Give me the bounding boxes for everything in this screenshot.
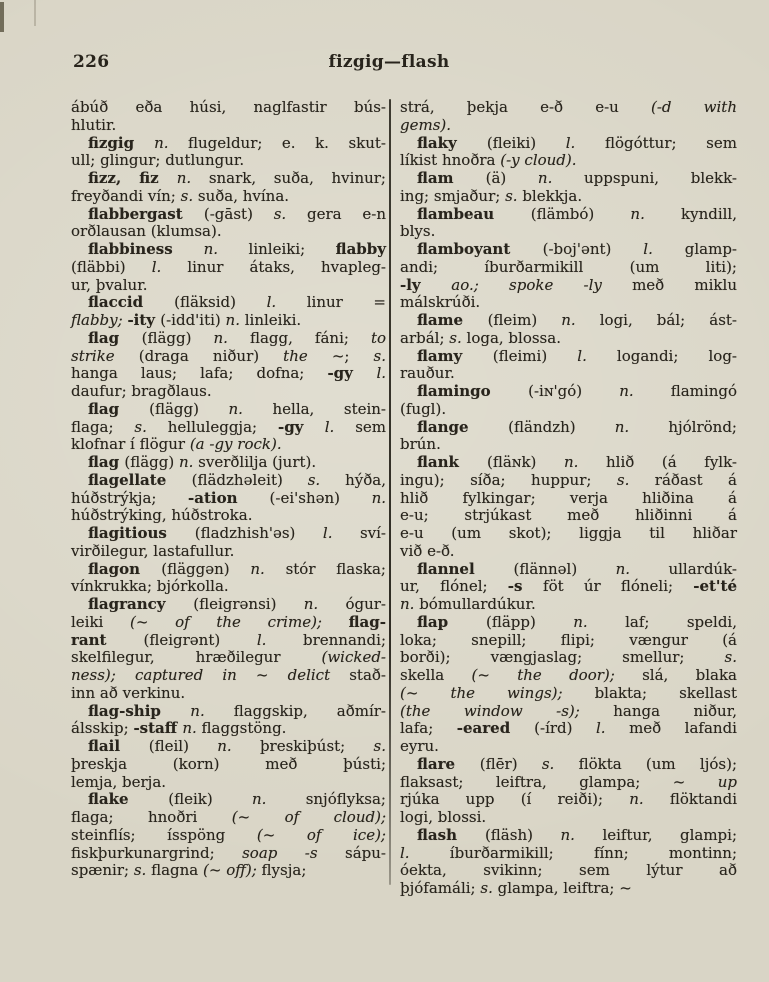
text-line: fizz, fiz n. snark, suða, hvinur; <box>88 169 386 187</box>
text-line: ur, þvalur. <box>71 275 148 294</box>
text-line: steinflís; ísspöng (~ of ice); <box>71 825 386 844</box>
text-line: flange (fländzh) n. hjólrönd; <box>417 417 737 436</box>
text-line: logi, blossi. <box>400 808 487 826</box>
text-line: ing; smjaður; s. blekkja. <box>400 186 583 205</box>
text-line: orðlausan (klumsa). <box>71 222 222 241</box>
text-line: flaga; hnoðri (~ of cloud); <box>71 808 386 826</box>
text-line: loka; snepill; flipi; vængur (á <box>400 630 737 649</box>
text-line: rauður. <box>400 364 455 383</box>
paper-crease <box>34 0 36 26</box>
text-line: óekta, svikinn; sem lýtur að <box>400 861 737 880</box>
text-line: rjúka upp (í reiði); n. flöktandi <box>400 790 737 809</box>
text-line: e-u; strjúkast með hliðinni á <box>400 506 737 525</box>
text-line: lemja, berja. <box>71 772 167 791</box>
text-line: flag (flägg) n. hella, stein- <box>88 399 386 418</box>
text-line: borði); vængjaslag; smellur; s. <box>400 648 737 667</box>
text-line: (the window -s); hanga niður, <box>400 701 737 720</box>
text-line: (fläbbi) l. linur átaks, hvapleg- <box>71 257 386 276</box>
text-line: flame (fleim) n. logi, bál; ást- <box>417 311 737 329</box>
guide-words: fizgig—flash <box>328 52 450 72</box>
text-line: húðstrýking, húðstroka. <box>71 506 253 525</box>
text-line: spænir; s. flagna (~ off); flysja; <box>71 861 307 880</box>
text-line: lafa; -eared (-írd) l. með lafandi <box>400 719 737 738</box>
page-body <box>71 99 737 898</box>
text-line: flabbiness n. linleiki; flabby <box>88 240 386 258</box>
text-line: skelfilegur, hræðilegur (wicked- <box>71 648 386 667</box>
text-line: eyru. <box>400 737 439 755</box>
text-line: flag-ship n. flaggskip, aðmír- <box>88 701 386 720</box>
text-line: flamboyant (-boj'ənt) l. glamp- <box>417 240 738 258</box>
text-line: strike (draga niður) the ~; s. <box>71 346 386 365</box>
text-line: inn að verkinu. <box>71 683 186 702</box>
text-line: fiskþurkunargrind; soap -s sápu- <box>71 843 387 862</box>
text-line: þreskja (korn) með þústi; <box>71 754 386 773</box>
running-header <box>71 52 737 76</box>
text-line: brún. <box>400 435 441 454</box>
text-line: arbál; s. loga, blossa. <box>400 328 561 347</box>
text-line: flagitious (fladzhish'əs) l. sví- <box>88 524 386 542</box>
text-line: málskrúði. <box>400 293 481 312</box>
text-line: (~ the wings); blakta; skellast <box>400 683 737 702</box>
text-line: þjófamáli; s. glampa, leiftra; ~ <box>400 879 632 897</box>
text-line: flagon (fläggən) n. stór flaska; <box>88 559 386 578</box>
text-line: fizgig n. flugeldur; e. k. skut- <box>88 133 386 152</box>
column-divider-rule <box>389 99 391 885</box>
text-line: ur, flónel; -s föt úr flóneli; -et'té <box>400 577 737 596</box>
text-line: hanga laus; lafa; dofna; -gy l. <box>71 364 387 383</box>
text-line: flamy (fleimi) l. logandi; log- <box>417 346 737 365</box>
text-line: leiki (~ of the crime); flag- <box>71 612 386 631</box>
text-line: flagellate (flädzhəleit) s. hýða, <box>88 470 387 489</box>
page-number: 226 <box>73 52 110 72</box>
text-line: daufur; bragðlaus. <box>71 382 212 400</box>
text-line: flambeau (flämbó) n. kyndill, <box>417 204 737 223</box>
text-line: l. íburðarmikill; fínn; montinn; <box>400 843 737 862</box>
text-line: flank (fläɴk) n. hlið (á fylk- <box>417 453 737 471</box>
text-line: e-u (um skot); liggja til hliðar <box>400 524 737 542</box>
text-line: flake (fleik) n. snjóflyksa; <box>88 790 386 809</box>
text-line: klofnar í flögur (a -gy rock). <box>71 435 282 454</box>
text-line: hlutir. <box>71 115 117 134</box>
text-line: flam (ä) n. uppspuni, blekk- <box>417 169 737 187</box>
text-line: vínkrukka; bjórkolla. <box>71 577 229 596</box>
text-line: flabbergast (-gāst) s. gera e-n <box>88 204 386 223</box>
text-line: við e-ð. <box>400 541 455 560</box>
text-line: strá, þekja e-ð e-u (-d with <box>400 98 737 116</box>
dictionary-column-right <box>400 99 737 898</box>
text-line: blys. <box>400 222 436 241</box>
text-line: flaga; s. helluleggja; -gy l. sem <box>71 417 386 436</box>
text-line: flash (fläsh) n. leiftur, glampi; <box>417 825 737 844</box>
text-line: -ly ao.; spoke -ly með miklu <box>400 275 737 294</box>
dictionary-column-left <box>71 99 386 880</box>
text-line: flannel (flännəl) n. ullardúk- <box>417 559 737 578</box>
text-line: flaksast; leiftra, glampa; ~ up <box>400 772 737 791</box>
text-line: flaky (fleiki) l. flögóttur; sem <box>417 133 737 152</box>
text-line: ull; glingur; dutlungur. <box>71 151 245 170</box>
text-line: hlið fylkingar; verja hliðina á <box>400 488 737 507</box>
text-line: flag (flägg) n. flagg, fáni; to <box>88 328 387 347</box>
text-line: flag (flägg) n. sverðlilja (jurt). <box>88 453 317 471</box>
text-line: álsskip; -staff n. flaggstöng. <box>71 719 287 738</box>
text-line: andi; íburðarmikill (um liti); <box>400 257 737 276</box>
text-line: flabby; -ity (-idd'iti) n. linleiki. <box>71 311 302 329</box>
text-line: líkist hnoðra (-y cloud). <box>400 151 577 170</box>
text-line: flail (fleil) n. þreskiþúst; s. <box>88 737 386 755</box>
text-line: rant (fleigrənt) l. brennandi; <box>71 630 386 649</box>
text-line: ness); captured in ~ delict stað- <box>71 666 386 684</box>
text-line: ingu); síða; huppur; s. ráðast á <box>400 470 737 489</box>
scan-edge-mark <box>0 2 4 32</box>
text-line: flamingo (-iɴ'gó) n. flamingó <box>417 382 737 400</box>
text-line: húðstrýkja; -ation (-ei'shən) n. <box>71 488 386 507</box>
text-line: (fugl). <box>400 399 447 418</box>
text-line: ábúð eða húsi, naglfastir bús- <box>71 98 386 116</box>
text-line: skella (~ the door); slá, blaka <box>400 666 737 684</box>
text-line: gems). <box>400 115 452 134</box>
text-line: flap (fläpp) n. laf; speldi, <box>417 612 737 631</box>
text-line: virðilegur, lastafullur. <box>71 541 235 560</box>
text-line: flare (flēr) s. flökta (um ljós); <box>417 754 738 773</box>
text-line: freyðandi vín; s. suða, hvína. <box>71 186 290 205</box>
text-line: flaccid (fläksid) l. linur = <box>88 293 386 312</box>
text-line: flagrancy (fleigrənsi) n. ógur- <box>88 595 386 613</box>
text-line: n. bómullardúkur. <box>400 595 536 613</box>
